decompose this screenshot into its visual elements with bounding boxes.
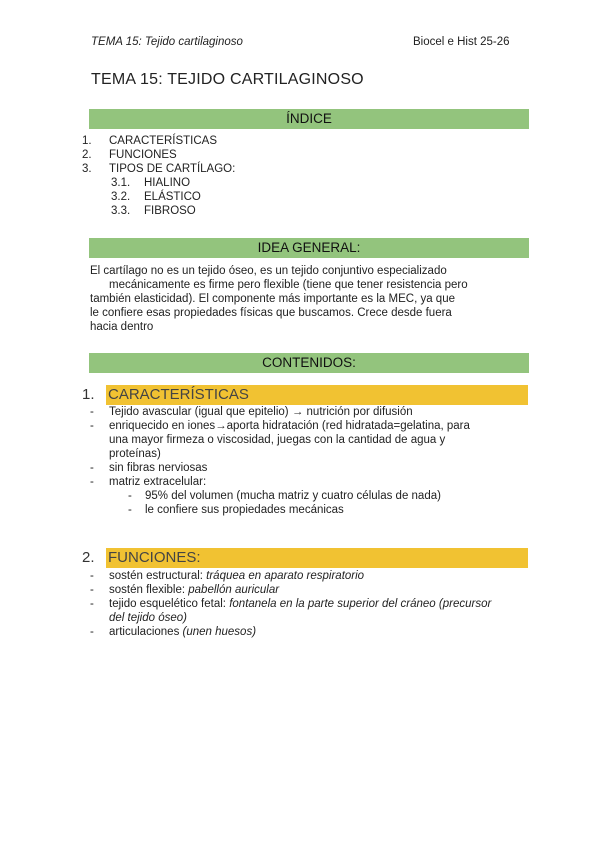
bullet-dash: -: [128, 504, 132, 516]
header-left: TEMA 15: Tejido cartilaginoso: [91, 36, 243, 48]
bullet-text: [109, 597, 491, 611]
list-item-number: 3.: [82, 163, 92, 175]
bullet-dash: -: [90, 626, 94, 638]
list-item-label: HIALINO: [144, 177, 191, 189]
bullet-text: le confiere sus propiedades mecánicas: [145, 504, 344, 516]
indice-list: [82, 134, 382, 218]
bullet-example: tráquea en aparato respiratorio: [206, 570, 365, 582]
section-2-bullets: [0, 569, 600, 639]
bullet-label: sostén flexible:: [109, 584, 189, 596]
bullet-dash: -: [90, 420, 94, 432]
contenidos-heading: CONTENIDOS:: [89, 353, 529, 373]
list-item: [0, 405, 600, 419]
header-right: Biocel e Hist 25-26: [413, 36, 510, 48]
paragraph-line: hacia dentro: [90, 321, 154, 333]
list-subitem: [0, 503, 600, 517]
list-item-number: 3.1.: [111, 177, 131, 189]
idea-heading: IDEA GENERAL:: [89, 238, 529, 258]
bullet-text: enriquecido en iones→aporta hidratación (red hidratada=gelatina, para: [109, 420, 470, 432]
list-subitem: [0, 489, 600, 503]
bullet-dash: -: [90, 462, 94, 474]
list-item-number: 1.: [82, 135, 92, 147]
paragraph-line: le confiere esas propiedades físicas que buscamos. Crece desde fuera: [90, 307, 452, 319]
bullet-dash: -: [128, 490, 132, 502]
list-item-label: FUNCIONES: [109, 149, 177, 161]
bullet-dash: -: [90, 598, 94, 610]
bullet-example: del tejido óseo): [109, 612, 187, 624]
bullet-dash: -: [90, 476, 94, 488]
bullet-text: [109, 583, 279, 597]
bullet-example: fontanela en la parte superior del cráneo (precursor: [229, 598, 492, 610]
paragraph-line: también elasticidad). El componente más importante es la MEC, ya que: [90, 293, 455, 305]
list-item: [0, 419, 600, 461]
bullet-text: 95% del volumen (mucha matriz y cuatro células de nada): [145, 490, 441, 502]
list-item: [0, 461, 600, 475]
bullet-label: articulaciones: [109, 626, 183, 638]
bullet-dash: -: [90, 570, 94, 582]
paragraph-line: El cartílago no es un tejido óseo, es un tejido conjuntivo especializado: [90, 265, 447, 277]
bullet-text: sin fibras nerviosas: [109, 462, 208, 474]
list-item: [0, 569, 600, 583]
list-item-number: 3.2.: [111, 191, 131, 203]
bullet-text: matriz extracelular:: [109, 476, 207, 488]
list-item-label: FIBROSO: [144, 205, 196, 217]
section-1-bullets: [0, 405, 600, 517]
list-item: [0, 583, 600, 597]
list-subitem: [82, 176, 382, 190]
bullet-label: tejido esquelético fetal:: [109, 598, 230, 610]
list-subitem: [82, 190, 382, 204]
idea-paragraph: [90, 264, 530, 334]
bullet-example: pabellón auricular: [188, 584, 280, 596]
bullet-dash: -: [90, 584, 94, 596]
list-item-label: ELÁSTICO: [144, 191, 201, 203]
bullet-text: [109, 569, 364, 583]
bullet-label: sostén estructural:: [109, 570, 207, 582]
indice-heading: ÍNDICE: [89, 109, 529, 129]
list-item-label: TIPOS DE CARTÍLAGO:: [109, 163, 236, 175]
bullet-text: [109, 625, 256, 639]
list-item: [82, 134, 382, 148]
bullet-dash: -: [90, 406, 94, 418]
section-number: 1.: [82, 386, 95, 403]
list-item: [0, 475, 600, 489]
bullet-text: Tejido avascular (igual que epitelio) → nutrición por difusión: [109, 406, 413, 418]
list-item: [0, 597, 600, 625]
list-item-number: 2.: [82, 149, 92, 161]
section-title: CARACTERÍSTICAS: [108, 386, 249, 403]
bullet-text: una mayor firmeza o viscosidad, juegas con la cantidad de agua y: [109, 434, 446, 446]
list-item-label: CARACTERÍSTICAS: [109, 135, 217, 147]
bullet-example: (unen huesos): [182, 626, 257, 638]
list-item: [0, 625, 600, 639]
list-subitem: [82, 204, 382, 218]
section-number: 2.: [82, 549, 95, 566]
section-1-heading: [0, 385, 600, 405]
paragraph-line: mecánicamente es firme pero flexible (tiene que tener resistencia pero: [109, 279, 468, 291]
section-title: FUNCIONES:: [108, 549, 201, 566]
list-item-number: 3.3.: [111, 205, 131, 217]
list-item: [82, 162, 382, 176]
list-item: [82, 148, 382, 162]
bullet-text: proteínas): [109, 448, 161, 460]
section-2-heading: [0, 548, 600, 568]
page-title: TEMA 15: TEJIDO CARTILAGINOSO: [91, 71, 364, 88]
